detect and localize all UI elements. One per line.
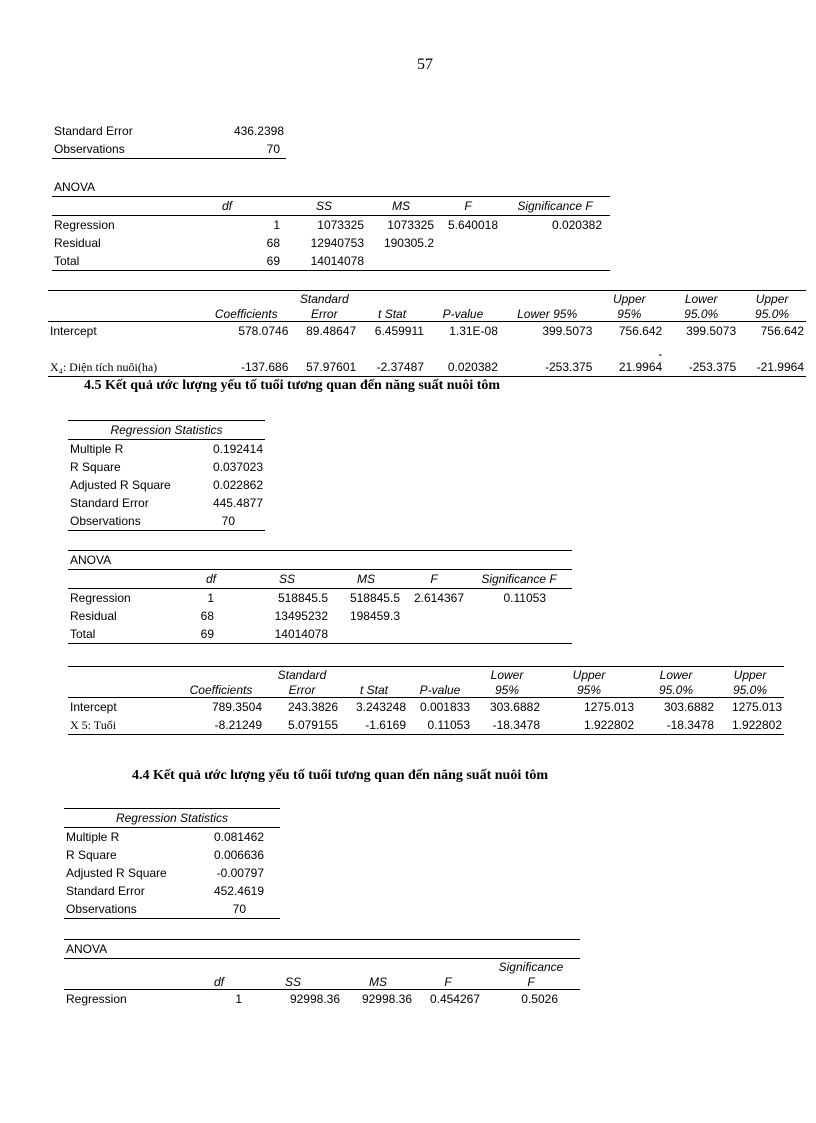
- row-label: Intercept: [70, 700, 117, 714]
- cell: 13495232: [274, 609, 328, 623]
- stat-value: 70: [195, 900, 280, 919]
- cell: 89.48647: [306, 324, 357, 338]
- cell: 0.5026: [521, 992, 558, 1006]
- cell: 5.640018: [447, 218, 498, 232]
- anova-header-top: Significance: [498, 960, 564, 974]
- cell: 5.079155: [264, 716, 340, 735]
- coef-header: Error: [264, 682, 340, 698]
- anova-table-1: [52, 178, 610, 271]
- cell: 0.454267: [429, 992, 480, 1006]
- stat-value: 445.4877: [212, 496, 263, 510]
- stat-value: 0.081462: [213, 830, 264, 844]
- anova-table-3: [64, 939, 580, 1008]
- cell: 578.0746: [238, 324, 289, 338]
- regression-statistics-table-1: [52, 122, 286, 159]
- row-label: Total: [68, 625, 178, 644]
- row-label: Residual: [70, 609, 117, 623]
- cell: -21.9964: [738, 358, 806, 377]
- cell: 68: [266, 236, 280, 250]
- anova-header: df: [172, 197, 282, 216]
- anova-label: ANOVA: [64, 940, 580, 959]
- stat-label: Observations: [52, 140, 194, 159]
- coef-header: Lower 95%: [500, 306, 594, 322]
- coef-header: P-value: [408, 682, 472, 698]
- table-row: [52, 252, 610, 271]
- table-row: [48, 358, 806, 377]
- cell: -18.3478: [472, 716, 542, 735]
- cell: -253.375: [664, 358, 738, 377]
- anova-header: df: [194, 974, 244, 990]
- table-row: [52, 234, 610, 252]
- cell: 21.9964: [594, 358, 664, 377]
- cell: 92998.36: [289, 992, 340, 1006]
- anova-header: SS: [244, 570, 330, 589]
- cell: 1.922802: [542, 716, 636, 735]
- cell: 1073325: [387, 218, 434, 232]
- cell: 1.31E-08: [449, 324, 498, 338]
- cell: 1: [207, 591, 214, 605]
- cell: 6.459911: [374, 324, 424, 338]
- anova-header: SS: [244, 974, 342, 990]
- coef-header-top: Upper: [542, 667, 636, 683]
- row-label: Regression: [70, 591, 131, 605]
- stat-label: Standard Error: [54, 124, 133, 138]
- row-label: Total: [52, 252, 172, 271]
- table-row: [68, 607, 572, 625]
- coef-header: P-value: [426, 306, 500, 322]
- cell: 1073325: [317, 218, 364, 232]
- anova-header: F: [402, 570, 466, 589]
- stat-value: -0.00797: [216, 866, 264, 880]
- cell: 190305.2: [383, 236, 434, 250]
- anova-header: F: [482, 974, 580, 990]
- cell: 68: [200, 609, 214, 623]
- row-label: Intercept: [50, 324, 97, 338]
- coef-header: 95%: [472, 682, 542, 698]
- coef-header-top: Lower: [636, 667, 716, 683]
- table-row: [68, 716, 784, 735]
- coef-header: 95%: [594, 306, 664, 322]
- stat-label: Adjusted R Square: [70, 478, 171, 492]
- coef-header: Coefficients: [178, 682, 264, 698]
- cell: -253.375: [500, 358, 594, 377]
- coef-header: Error: [290, 306, 358, 322]
- coef-header: 95.0%: [664, 306, 738, 322]
- row-label: X 5: Tuổi: [68, 716, 178, 735]
- anova-header: F: [436, 197, 500, 216]
- cell: 303.6882: [663, 700, 714, 714]
- table-row: [68, 625, 572, 644]
- table-row: [52, 216, 610, 235]
- cell: 756.642: [618, 324, 663, 338]
- stat-label: Standard Error: [66, 884, 145, 898]
- anova-header: MS: [342, 974, 414, 990]
- row-label: Residual: [54, 236, 101, 250]
- cell: 518845.5: [277, 591, 328, 605]
- cell: 0.020382: [551, 218, 602, 232]
- cell: 1.922802: [716, 716, 784, 735]
- coef-header: Coefficients: [202, 306, 290, 322]
- section-heading-4-5: 4.5 Kết quả ước lượng yếu tố tuổi tương quan đến năng suất nuôi tôm: [84, 378, 501, 393]
- regression-statistics-table-3: [64, 808, 280, 919]
- stat-value: 0.192414: [212, 442, 263, 456]
- stat-value: 70: [194, 140, 287, 159]
- row-label: Regression: [66, 992, 127, 1006]
- anova-label: ANOVA: [68, 551, 572, 570]
- cell: 3.243248: [355, 700, 406, 714]
- coef-header: 95.0%: [716, 682, 784, 698]
- coefficients-table-1: [48, 290, 806, 377]
- cell: -8.21249: [178, 716, 264, 735]
- row-label: Regression: [54, 218, 115, 232]
- stat-value: 0.006636: [213, 848, 264, 862]
- anova-label: ANOVA: [52, 178, 610, 197]
- cell: 0.001833: [419, 700, 470, 714]
- cell: 69: [178, 625, 244, 644]
- coefficients-table-2: [68, 666, 784, 735]
- stats-title: Regression Statistics: [64, 809, 280, 828]
- cell: 0.11053: [408, 716, 472, 735]
- cell: -1.6169: [340, 716, 408, 735]
- anova-header: MS: [366, 197, 436, 216]
- cell: 1: [273, 218, 280, 232]
- coef-header: 95.0%: [636, 682, 716, 698]
- cell: 69: [172, 252, 282, 271]
- stat-value: 0.037023: [212, 460, 263, 474]
- stat-value: 452.4619: [213, 884, 264, 898]
- stat-value: 0.022862: [212, 478, 263, 492]
- cell: -18.3478: [636, 716, 716, 735]
- anova-header: Significance F: [500, 197, 610, 216]
- coef-header: t Stat: [340, 682, 408, 698]
- coef-header-top: Lower: [472, 667, 542, 683]
- anova-header: MS: [330, 570, 402, 589]
- cell: 1275.013: [583, 700, 634, 714]
- cell: 12940753: [310, 236, 364, 250]
- anova-header: SS: [282, 197, 366, 216]
- section-heading-4-4: 4.4 Kết quả ước lượng yếu tố tuổi tương quan đến năng suất nuôi tôm: [132, 768, 549, 783]
- cell: 92998.36: [361, 992, 412, 1006]
- stat-label: Adjusted R Square: [66, 866, 167, 880]
- cell: 57.97601: [290, 358, 358, 377]
- stat-label: Observations: [68, 512, 198, 531]
- coef-header-top: Standard: [290, 291, 358, 307]
- cell: 0.020382: [426, 358, 500, 377]
- cell: 399.5073: [542, 324, 593, 338]
- cell: 198459.3: [349, 609, 400, 623]
- coef-header-top: Upper: [738, 291, 806, 307]
- cell: 14014078: [282, 252, 366, 271]
- page-number: 57: [417, 56, 433, 73]
- cell: 756.642: [760, 324, 804, 338]
- cell: -2.37487: [358, 358, 426, 377]
- stat-label: Standard Error: [70, 496, 149, 510]
- cell: 14014078: [244, 625, 330, 644]
- stat-label: Multiple R: [66, 830, 120, 844]
- coef-header-top: Upper: [716, 667, 784, 683]
- cell: 2.614367: [413, 591, 464, 605]
- cell: 0.11053: [503, 591, 546, 605]
- stat-value: 70: [198, 512, 265, 531]
- cell: 1275.013: [731, 700, 782, 714]
- cell: 1: [235, 992, 242, 1006]
- table-row: [68, 698, 784, 717]
- stats-title: Regression Statistics: [68, 421, 265, 440]
- regression-statistics-table-2: [68, 420, 265, 531]
- coef-header-top: Upper: [594, 291, 664, 307]
- anova-header: Significance F: [466, 570, 572, 589]
- cell: 399.5073: [686, 324, 737, 338]
- table-row: [48, 322, 806, 341]
- anova-header: df: [178, 570, 244, 589]
- coef-header-top: Standard: [264, 667, 340, 683]
- table-row: [64, 990, 580, 1009]
- cell: 518845.5: [349, 591, 400, 605]
- stat-label: R Square: [70, 460, 121, 474]
- coef-header: 95%: [542, 682, 636, 698]
- cell: 303.6882: [489, 700, 540, 714]
- coef-header: 95.0%: [738, 306, 806, 322]
- stat-label: R Square: [66, 848, 117, 862]
- stat-label: Multiple R: [70, 442, 124, 456]
- cell: 789.3504: [211, 700, 262, 714]
- stat-value: 436.2398: [233, 124, 284, 138]
- coef-header: t Stat: [358, 306, 426, 322]
- table-row: [68, 589, 572, 608]
- dash-mark: -: [658, 347, 663, 361]
- anova-table-2: [68, 550, 572, 644]
- cell: -137.686: [202, 358, 290, 377]
- coef-header-top: Lower: [664, 291, 738, 307]
- row-label: X₄: Diện tích nuôi(ha): [48, 358, 202, 377]
- stat-label: Observations: [64, 900, 195, 919]
- cell: 243.3826: [287, 700, 338, 714]
- anova-header: F: [414, 974, 482, 990]
